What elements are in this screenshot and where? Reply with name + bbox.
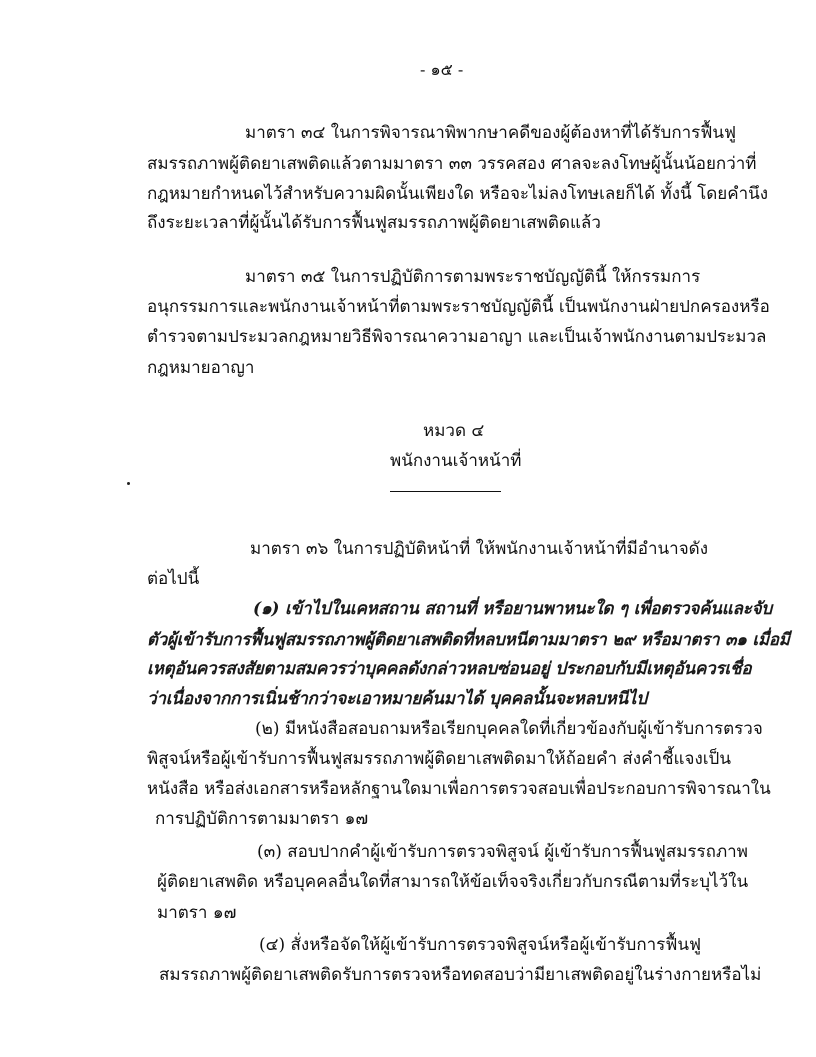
chapter-underline [390,491,501,492]
chapter-title: พนักงานเจ้าหน้าที่ [390,451,522,471]
section-35-line-1: มาตรา ๓๕ ในการปฏิบัติการตามพระราชบัญญัตินี้ ให้กรรมการ [245,267,701,287]
section-34-line-3: กฎหมายกำหนดไว้สำหรับความผิดนั้นเพียงใด หรือจะไม่ลงโทษเลยก็ได้ ทั้งนี้ โดยคำนึง [147,184,769,204]
section-36-item-1-line-1: (๑) เข้าไปในเคหสถาน สถานที่ หรือยานพาหนะใด ๆ เพื่อตรวจค้นและจับ [253,599,772,619]
section-36-item-4-line-1: (๔) สั่งหรือจัดให้ผู้เข้ารับการตรวจพิสูจน์หรือผู้เข้ารับการฟื้นฟู [259,935,702,955]
section-36-item-3-line-3: มาตรา ๑๗ [157,903,237,923]
section-34-line-1: มาตรา ๓๔ ในการพิจารณาพิพากษาคดีของผู้ต้องหาที่ได้รับการฟื้นฟู [245,123,737,143]
section-36-item-3-line-2: ผู้ติดยาเสพติด หรือบุคคลอื่นใดที่สามารถให้ข้อเท็จจริงเกี่ยวกับกรณีตามที่ระบุไว้ใน [157,872,749,892]
section-35-line-3: ตำรวจตามประมวลกฎหมายวิธีพิจารณาความอาญา และเป็นเจ้าพนักงานตามประมวล [147,327,767,347]
page-number: - ๑๕ - [420,60,464,79]
scan-speck [127,482,130,485]
section-36-item-2-line-2: พิสูจน์หรือผู้เข้ารับการฟื้นฟูสมรรถภาพผู้ติดยาเสพติดมาให้ถ้อยคำ ส่งคำชี้แจงเป็น [147,749,731,769]
section-36-item-1-line-3: เหตุอันควรสงสัยตามสมควรว่าบุคคลดังกล่าวหลบซ่อนอยู่ ประกอบกับมีเหตุอันควรเชื่อ [147,659,752,679]
section-36-item-4-line-2: สมรรถภาพผู้ติดยาเสพติดรับการตรวจหรือทดสอบว่ามียาเสพติดอยู่ในร่างกายหรือไม่ [159,965,762,985]
section-36-intro-line-2: ต่อไปนี้ [147,569,200,589]
section-36-item-1-line-4: ว่าเนื่องจากการเนิ่นช้ากว่าจะเอาหมายค้นมาได้ บุคคลนั้นจะหลบหนีไป [147,689,647,709]
section-34-line-4: ถึงระยะเวลาที่ผู้นั้นได้รับการฟื้นฟูสมรรถภาพผู้ติดยาเสพติดแล้ว [147,213,601,233]
section-36-item-2-line-3: หนังสือ หรือส่งเอกสารหรือหลักฐานใดมาเพื่อการตรวจสอบเพื่อประกอบการพิจารณาใน [147,779,771,799]
section-35-line-2: อนุกรรมการและพนักงานเจ้าหน้าที่ตามพระราชบัญญัตินี้ เป็นพนักงานฝ่ายปกครองหรือ [147,297,770,317]
section-36-item-3-line-1: (๓) สอบปากคำผู้เข้ารับการตรวจพิสูจน์ ผู้เข้ารับการฟื้นฟูสมรรถภาพ [257,842,748,862]
section-36-item-1-line-2: ตัวผู้เข้ารับการฟื้นฟูสมรรถภาพผู้ติดยาเสพติดที่หลบหนีตามมาตรา ๒๙ หรือมาตรา ๓๑ เมื่อมี [147,629,790,649]
section-36-item-2-line-4: การปฏิบัติการตามมาตรา ๑๗ [155,809,369,829]
section-34-line-2: สมรรถภาพผู้ติดยาเสพติดแล้วตามมาตรา ๓๓ วรรคสอง ศาลจะลงโทษผู้นั้นน้อยกว่าที่ [147,154,757,174]
chapter-number: หมวด ๔ [423,421,485,441]
section-35-line-4: กฎหมายอาญา [147,358,255,378]
section-36-item-2-line-1: (๒) มีหนังสือสอบถามหรือเรียกบุคคลใดที่เกี่ยวข้องกับผู้เข้ารับการตรวจ [255,719,763,739]
section-36-intro-line-1: มาตรา ๓๖ ในการปฏิบัติหน้าที่ ให้พนักงานเจ้าหน้าที่มีอำนาจดัง [250,539,709,559]
